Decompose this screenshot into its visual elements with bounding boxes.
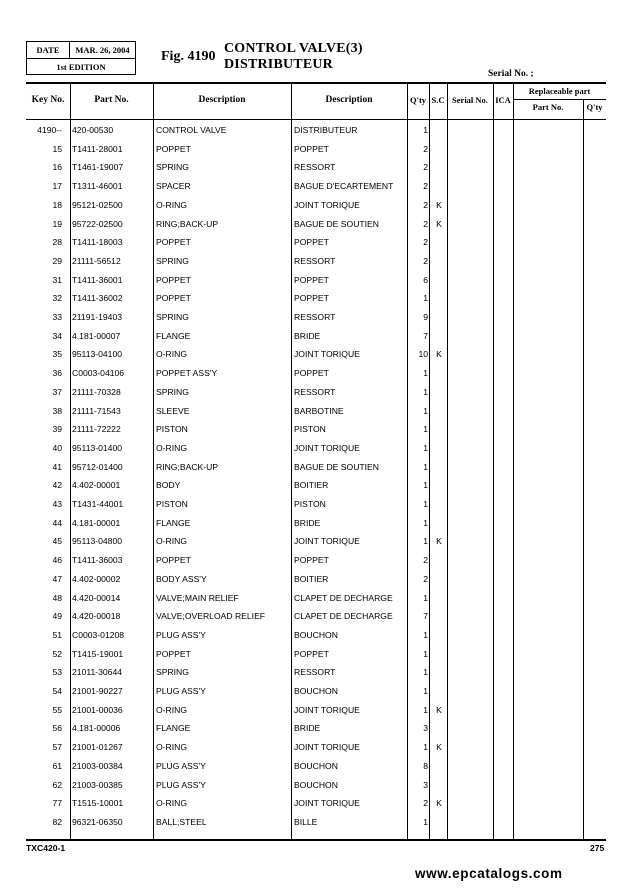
table-row xyxy=(26,177,606,196)
table-row xyxy=(26,140,606,159)
table-row xyxy=(26,663,606,682)
description-fr-cell: BRIDE xyxy=(294,517,321,528)
description-fr-cell: BOITIER xyxy=(294,480,329,491)
description-fr-cell: BOUCHON xyxy=(294,779,338,790)
qty-cell: 1 xyxy=(423,816,428,827)
part-no-cell: 4.420-00018 xyxy=(72,611,121,622)
description-en-cell: SPRING xyxy=(156,667,189,678)
part-no-cell: 95722-02500 xyxy=(72,218,123,229)
description-en-cell: O-RING xyxy=(156,704,188,715)
key-no-cell: 35 xyxy=(52,349,62,360)
col-header-description-en: Description xyxy=(198,95,246,105)
sc-cell: K xyxy=(436,704,442,715)
description-en-cell: O-RING xyxy=(156,798,188,809)
table-row xyxy=(26,776,606,795)
part-no-cell: T1411-36003 xyxy=(72,555,123,566)
description-en-cell: SLEEVE xyxy=(156,405,190,416)
qty-cell: 1 xyxy=(423,424,428,435)
qty-cell: 1 xyxy=(423,480,428,491)
description-en-cell: RING;BACK-UP xyxy=(156,461,219,472)
description-fr-cell: JOINT TORIQUE xyxy=(294,442,360,453)
part-no-cell: T1461-19007 xyxy=(72,162,124,173)
table-row xyxy=(26,327,606,346)
table-row xyxy=(26,645,606,664)
key-no-cell: 52 xyxy=(52,648,62,659)
description-fr-cell: POPPET xyxy=(294,555,329,566)
table-row xyxy=(26,532,606,551)
qty-cell: 1 xyxy=(423,686,428,696)
table-row xyxy=(26,215,606,234)
description-en-cell: PLUG ASS'Y xyxy=(156,629,206,640)
replaceable-separator xyxy=(513,99,606,100)
col-header-part-no: Part No. xyxy=(94,95,129,105)
key-no-cell: 42 xyxy=(52,480,62,491)
description-en-cell: BODY ASS'Y xyxy=(156,573,207,584)
qty-cell: 3 xyxy=(423,723,428,734)
table-row xyxy=(26,271,606,290)
watermark: www.epcatalogs.com xyxy=(415,866,563,881)
description-en-cell: SPRING xyxy=(156,255,189,266)
table-row xyxy=(26,233,606,252)
part-no-cell: 95113-04800 xyxy=(72,536,123,547)
page-title-fr: DISTRIBUTEUR xyxy=(224,57,333,72)
part-no-cell: T1411-36002 xyxy=(72,293,123,304)
description-fr-cell: JOINT TORIQUE xyxy=(294,742,360,753)
part-no-cell: 21003-00385 xyxy=(72,779,123,790)
description-fr-cell: RESSORT xyxy=(294,386,336,397)
table-row xyxy=(26,607,606,626)
qty-cell: 1 xyxy=(423,704,428,715)
col-header-replaceable-qty: Q'ty xyxy=(586,102,603,112)
qty-cell: 1 xyxy=(423,386,428,397)
table-row xyxy=(26,738,606,757)
part-no-cell: 21001-90227 xyxy=(72,686,123,696)
col-header-key-no: Key No. xyxy=(31,95,65,105)
part-no-cell: 95113-01400 xyxy=(72,442,123,453)
qty-cell: 1 xyxy=(423,592,428,603)
table-row xyxy=(26,757,606,776)
figure-number: Fig. 4190 xyxy=(161,49,216,64)
qty-cell: 2 xyxy=(423,199,428,210)
description-fr-cell: CLAPET DE DECHARGE xyxy=(294,592,393,603)
description-en-cell: POPPET xyxy=(156,237,191,248)
description-fr-cell: PISTON xyxy=(294,499,326,509)
sc-cell: K xyxy=(436,349,442,360)
description-fr-cell: BAGUE D'ECARTEMENT xyxy=(294,181,394,192)
part-no-cell: C0003-04106 xyxy=(72,368,125,379)
qty-cell: 1 xyxy=(423,461,428,472)
description-en-cell: SPRING xyxy=(156,162,189,173)
sc-cell: K xyxy=(436,798,442,809)
qty-cell: 1 xyxy=(423,536,428,547)
qty-cell: 2 xyxy=(423,218,428,229)
key-no-cell: 31 xyxy=(52,274,62,285)
description-fr-cell: BOUCHON xyxy=(294,629,338,640)
description-fr-cell: JOINT TORIQUE xyxy=(294,798,360,809)
description-fr-cell: JOINT TORIQUE xyxy=(294,536,360,547)
qty-cell: 8 xyxy=(423,760,428,771)
key-no-cell: 32 xyxy=(52,293,62,304)
part-no-cell: 4.402-00001 xyxy=(72,480,121,491)
col-header-ica: ICA xyxy=(495,95,511,105)
description-fr-cell: POPPET xyxy=(294,293,329,304)
date-label: DATE xyxy=(27,42,70,58)
description-fr-cell: JOINT TORIQUE xyxy=(294,199,360,210)
sc-cell: K xyxy=(436,218,442,229)
key-no-cell: 46 xyxy=(52,555,62,566)
key-no-cell: 37 xyxy=(52,386,62,397)
key-no-cell: 55 xyxy=(52,704,62,715)
qty-cell: 1 xyxy=(423,517,428,528)
description-fr-cell: BOITIER xyxy=(294,573,329,584)
col-header-replaceable-part-no: Part No. xyxy=(532,102,564,112)
description-fr-cell: BRIDE xyxy=(294,723,321,734)
table-row xyxy=(26,570,606,589)
key-no-cell: 4190-- xyxy=(37,125,62,135)
part-no-cell: 4.181-00001 xyxy=(72,517,121,528)
description-fr-cell: DISTRIBUTEUR xyxy=(294,125,358,135)
description-fr-cell: BARBOTINE xyxy=(294,405,344,416)
description-fr-cell: RESSORT xyxy=(294,667,336,678)
key-no-cell: 34 xyxy=(52,330,62,341)
qty-cell: 1 xyxy=(423,648,428,659)
qty-cell: 1 xyxy=(423,293,428,304)
qty-cell: 10 xyxy=(418,349,428,360)
part-no-cell: C0003-01208 xyxy=(72,629,125,640)
edition-box-date-row xyxy=(27,42,135,59)
description-en-cell: POPPET ASS'Y xyxy=(156,368,218,379)
qty-cell: 1 xyxy=(423,742,428,753)
sc-cell: K xyxy=(436,742,442,753)
description-fr-cell: RESSORT xyxy=(294,312,336,322)
description-en-cell: PLUG ASS'Y xyxy=(156,779,206,790)
table-row xyxy=(26,196,606,215)
key-no-cell: 40 xyxy=(52,442,62,453)
col-header-description-fr: Description xyxy=(325,95,373,105)
description-en-cell: O-RING xyxy=(156,742,188,753)
table-row xyxy=(26,626,606,645)
table-row xyxy=(26,420,606,439)
description-fr-cell: RESSORT xyxy=(294,162,336,173)
description-fr-cell: POPPET xyxy=(294,143,329,154)
qty-cell: 7 xyxy=(423,611,428,622)
part-no-cell: 21111-72222 xyxy=(72,424,121,435)
header-separator xyxy=(26,119,606,120)
col-header-qty: Q'ty xyxy=(409,95,427,105)
part-no-cell: 21011-30644 xyxy=(72,667,123,678)
col-header-serial-no: Serial No. xyxy=(452,95,488,105)
qty-cell: 1 xyxy=(423,405,428,416)
part-no-cell: 96321-06350 xyxy=(72,816,123,827)
col-header-replaceable-part: Replaceable part xyxy=(528,86,591,96)
table-row xyxy=(26,476,606,495)
qty-cell: 1 xyxy=(423,368,428,379)
model-code: TXC420-1 xyxy=(26,843,66,853)
key-no-cell: 43 xyxy=(52,499,62,509)
description-fr-cell: CLAPET DE DECHARGE xyxy=(294,611,393,622)
qty-cell: 2 xyxy=(423,181,428,192)
qty-cell: 2 xyxy=(423,555,428,566)
part-no-cell: 21003-00384 xyxy=(72,760,123,771)
key-no-cell: 47 xyxy=(52,573,62,584)
description-en-cell: FLANGE xyxy=(156,723,191,734)
description-fr-cell: JOINT TORIQUE xyxy=(294,349,360,360)
key-no-cell: 15 xyxy=(52,143,62,154)
description-en-cell: VALVE;OVERLOAD RELIEF xyxy=(156,611,266,622)
key-no-cell: 41 xyxy=(52,461,62,472)
description-en-cell: FLANGE xyxy=(156,517,191,528)
part-no-cell: 21001-01267 xyxy=(72,742,123,753)
table-row xyxy=(26,495,606,514)
table-row xyxy=(26,514,606,533)
description-en-cell: PISTON xyxy=(156,424,188,435)
table-row xyxy=(26,701,606,720)
qty-cell: 9 xyxy=(423,312,428,322)
description-en-cell: RING;BACK-UP xyxy=(156,218,219,229)
description-fr-cell: POPPET xyxy=(294,237,329,248)
description-fr-cell: POPPET xyxy=(294,648,329,659)
part-no-cell: 21111-71543 xyxy=(72,405,121,416)
key-no-cell: 77 xyxy=(52,798,62,809)
part-no-cell: 95113-04100 xyxy=(72,349,123,360)
description-en-cell: BODY xyxy=(156,480,181,491)
page-title-en: CONTROL VALVE(3) xyxy=(224,41,363,56)
table-row xyxy=(26,813,606,832)
key-no-cell: 53 xyxy=(52,667,62,678)
description-en-cell: POPPET xyxy=(156,293,191,304)
part-no-cell: 21111-56512 xyxy=(72,255,121,266)
description-en-cell: POPPET xyxy=(156,274,191,285)
qty-cell: 2 xyxy=(423,162,428,173)
description-fr-cell: BAGUE DE SOUTIEN xyxy=(294,461,379,472)
description-en-cell: POPPET xyxy=(156,555,191,566)
part-no-cell: 4.420-00014 xyxy=(72,592,121,603)
parts-table xyxy=(26,82,606,841)
part-no-cell: T1411-18003 xyxy=(72,237,123,248)
qty-cell: 1 xyxy=(423,442,428,453)
description-fr-cell: RESSORT xyxy=(294,255,336,266)
key-no-cell: 54 xyxy=(52,686,62,696)
key-no-cell: 19 xyxy=(52,218,62,229)
description-en-cell: SPACER xyxy=(156,181,191,192)
part-no-cell: T1415-19001 xyxy=(72,648,124,659)
table-row xyxy=(26,794,606,813)
description-fr-cell: BAGUE DE SOUTIEN xyxy=(294,218,379,229)
part-no-cell: 21191-19403 xyxy=(72,312,123,322)
table-row xyxy=(26,589,606,608)
key-no-cell: 51 xyxy=(52,629,62,640)
sc-cell: K xyxy=(436,199,442,210)
qty-cell: 1 xyxy=(423,125,428,135)
qty-cell: 2 xyxy=(423,798,428,809)
description-en-cell: PLUG ASS'Y xyxy=(156,760,206,771)
part-no-cell: 21111-70328 xyxy=(72,386,121,397)
qty-cell: 2 xyxy=(423,255,428,266)
key-no-cell: 48 xyxy=(52,592,62,603)
edition-box xyxy=(26,41,136,75)
key-no-cell: 56 xyxy=(52,723,62,734)
qty-cell: 1 xyxy=(423,667,428,678)
sc-cell: K xyxy=(436,536,442,547)
qty-cell: 2 xyxy=(423,143,428,154)
key-no-cell: 44 xyxy=(52,517,62,528)
qty-cell: 3 xyxy=(423,779,428,790)
key-no-cell: 62 xyxy=(52,779,62,790)
qty-cell: 2 xyxy=(423,573,428,584)
table-row xyxy=(26,439,606,458)
description-fr-cell: BOUCHON xyxy=(294,686,338,696)
col-header-sc: S.C xyxy=(431,95,445,105)
key-no-cell: 61 xyxy=(52,760,62,771)
key-no-cell: 49 xyxy=(52,611,62,622)
description-en-cell: FLANGE xyxy=(156,330,191,341)
part-no-cell: 95712-01400 xyxy=(72,461,123,472)
table-row xyxy=(26,158,606,177)
table-row xyxy=(26,719,606,738)
description-fr-cell: PISTON xyxy=(294,424,326,435)
description-en-cell: O-RING xyxy=(156,536,188,547)
description-en-cell: CONTROL VALVE xyxy=(156,125,227,135)
qty-cell: 2 xyxy=(423,237,428,248)
table-row xyxy=(26,289,606,308)
serial-number-label: Serial No. ; xyxy=(488,69,534,79)
table-row xyxy=(26,402,606,421)
description-fr-cell: BRIDE xyxy=(294,330,321,341)
description-en-cell: BALL;STEEL xyxy=(156,816,207,827)
description-en-cell: POPPET xyxy=(156,648,191,659)
edition-label: 1st EDITION xyxy=(56,62,106,72)
key-no-cell: 39 xyxy=(52,424,62,435)
description-en-cell: VALVE;MAIN RELIEF xyxy=(156,592,239,603)
qty-cell: 6 xyxy=(423,274,428,285)
table-row xyxy=(26,458,606,477)
key-no-cell: 38 xyxy=(52,405,62,416)
part-no-cell: T1311-46001 xyxy=(72,181,123,192)
description-en-cell: O-RING xyxy=(156,442,188,453)
table-row xyxy=(26,308,606,327)
table-row xyxy=(26,383,606,402)
table-row xyxy=(26,682,606,701)
part-no-cell: T1411-28001 xyxy=(72,143,123,154)
key-no-cell: 28 xyxy=(52,237,62,248)
description-fr-cell: BOUCHON xyxy=(294,760,338,771)
qty-cell: 7 xyxy=(423,330,428,341)
description-fr-cell: BILLE xyxy=(294,816,318,827)
part-no-cell: 420-00530 xyxy=(72,125,114,135)
table-row xyxy=(26,551,606,570)
key-no-cell: 29 xyxy=(52,255,62,266)
key-no-cell: 18 xyxy=(52,199,62,210)
description-en-cell: SPRING xyxy=(156,386,189,397)
description-en-cell: POPPET xyxy=(156,143,191,154)
description-en-cell: PISTON xyxy=(156,499,188,509)
qty-cell: 1 xyxy=(423,499,428,509)
part-no-cell: T1515-10001 xyxy=(72,798,124,809)
part-no-cell: T1431-44001 xyxy=(72,499,124,509)
part-no-cell: 4.181-00007 xyxy=(72,330,121,341)
key-no-cell: 36 xyxy=(52,368,62,379)
table-row xyxy=(26,364,606,383)
description-en-cell: O-RING xyxy=(156,349,188,360)
table-row xyxy=(26,121,606,140)
description-en-cell: PLUG ASS'Y xyxy=(156,686,206,696)
part-no-cell: 4.181-00006 xyxy=(72,723,121,734)
date-value: MAR. 26, 2004 xyxy=(75,45,130,55)
key-no-cell: 17 xyxy=(52,181,62,192)
description-fr-cell: POPPET xyxy=(294,368,329,379)
part-no-cell: T1411-36001 xyxy=(72,274,123,285)
description-en-cell: SPRING xyxy=(156,312,189,322)
description-fr-cell: JOINT TORIQUE xyxy=(294,704,360,715)
page-number: 275 xyxy=(590,843,605,853)
table-row xyxy=(26,345,606,364)
part-no-cell: 21001-00036 xyxy=(72,704,123,715)
table-row xyxy=(26,252,606,271)
description-fr-cell: POPPET xyxy=(294,274,329,285)
key-no-cell: 33 xyxy=(52,312,62,322)
part-no-cell: 95121-02500 xyxy=(72,199,123,210)
key-no-cell: 16 xyxy=(52,162,62,173)
part-no-cell: 4.402-00002 xyxy=(72,573,121,584)
key-no-cell: 45 xyxy=(52,536,62,547)
key-no-cell: 57 xyxy=(52,742,62,753)
qty-cell: 1 xyxy=(423,629,428,640)
key-no-cell: 82 xyxy=(52,816,62,827)
description-en-cell: O-RING xyxy=(156,199,188,210)
